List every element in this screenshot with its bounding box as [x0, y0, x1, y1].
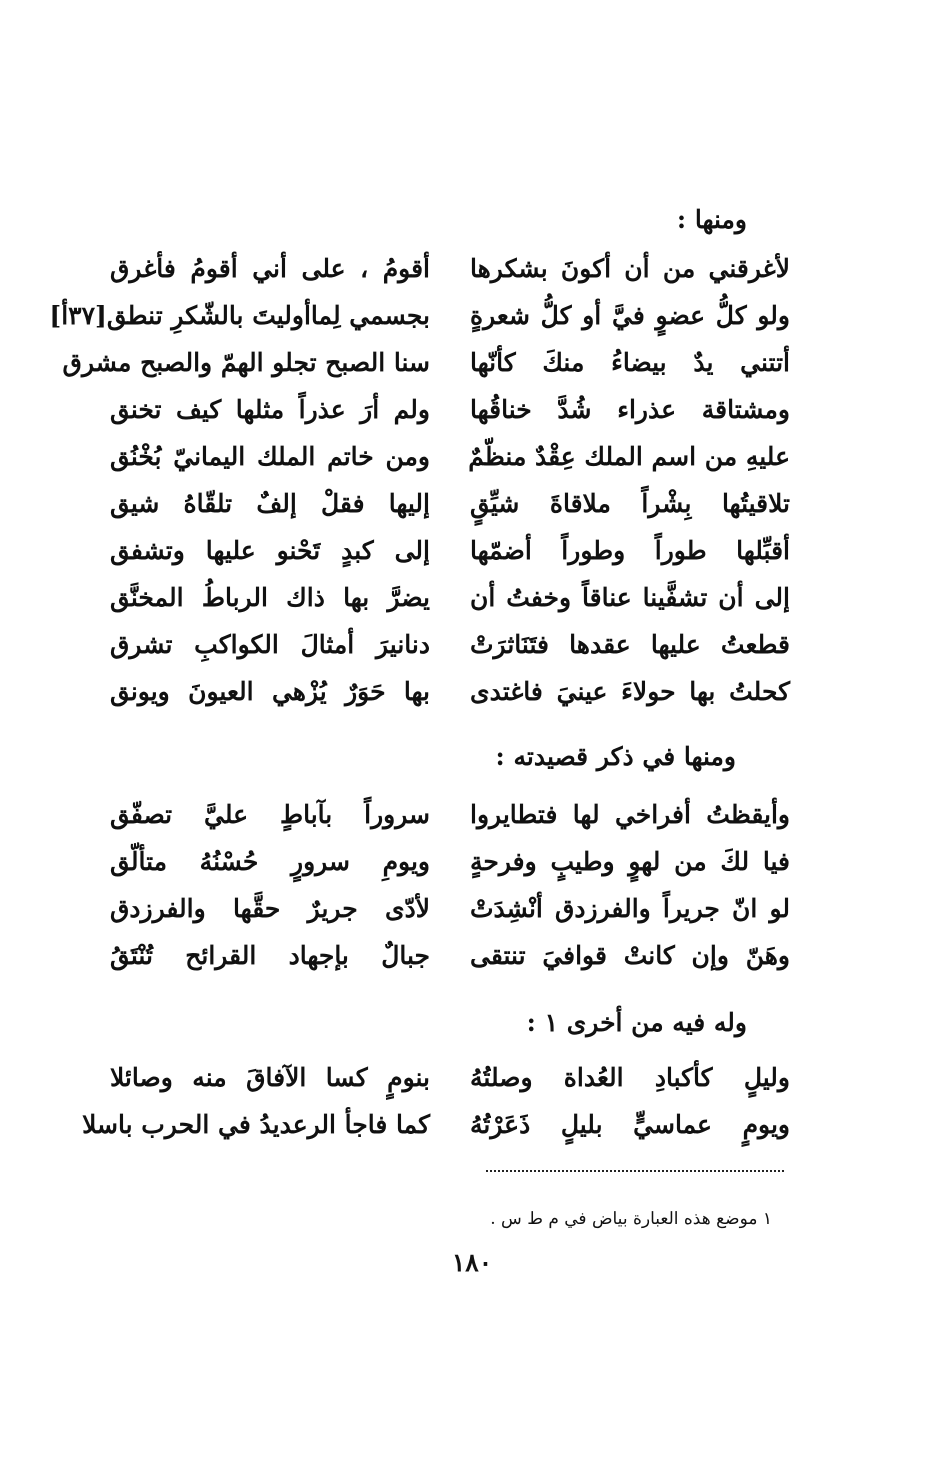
verse-line [110, 1056, 790, 1103]
second-hemistich: ومن خاتم الملك اليمانيّ بُخْنُق [110, 442, 430, 471]
second-hemistich: لأدّى جريرٌ حقَّها والفرزدق [110, 894, 430, 923]
first-hemistich: فيا لكَ من لهوٍ وطيبٍ وفرحةٍ [470, 847, 790, 876]
first-hemistich: أقبِّلها طوراً وطوراً أضمّها [470, 536, 790, 565]
second-hemistich: كما فاجأ الرعديدُ في الحرب باسلا [82, 1110, 430, 1139]
verse-line [110, 623, 790, 670]
second-hemistich: إلى كبدٍ تَحْنو عليها وتشفق [110, 536, 430, 565]
first-hemistich: ومشتاقة عذراء شُدَّ خناقُها [470, 395, 790, 424]
verse-line [49, 294, 790, 341]
verse-line [110, 435, 790, 482]
verse-line [110, 840, 790, 887]
first-hemistich: أتتني يدٌ بيضاءُ منكَ كأنّها [470, 348, 790, 377]
second-hemistich: بنومٍ كسا الآفاقَ منه وصائلا [110, 1063, 430, 1092]
second-hemistich: سروراً بآباطٍ عليَّ تصفّق [110, 800, 430, 829]
first-hemistich: وهَنّ وإن كانتْ قوافيَ تنتقى [470, 941, 790, 970]
first-hemistich: تلاقيتُها بِشْراً ملاقاةَ شيِّقٍ [470, 489, 790, 518]
second-hemistich: ويومِ سرورٍ حُسْنُهُ متألّق [110, 847, 430, 876]
first-hemistich: لو انّ جريراً والفرزدق أنْشِدَتْ [470, 894, 790, 923]
first-hemistich: وليلٍ كأكبادِ العُداة وصلتُهُ [470, 1063, 790, 1092]
poem-block [49, 247, 790, 717]
poem-block [110, 793, 790, 981]
second-hemistich: بها حَوَرٌ يُزْهي العيونَ ويونق [110, 677, 430, 706]
first-hemistich: لأغرقني من أن أكونَ بشكرها [470, 254, 790, 283]
first-hemistich: عليهِ من اسم الملك عِقْدٌ منظّمٌ [468, 442, 790, 471]
section-heading: ومنها في ذكر قصيدته : [495, 742, 736, 771]
second-hemistich: إليها فقلْ إلفٌ تلقّاهُ شيق [110, 489, 430, 518]
verse-line [110, 887, 790, 934]
second-hemistich: ولم أرَ عذراً مثلها كيف تخنق [110, 395, 430, 424]
verse-line [110, 482, 790, 529]
first-hemistich: وأيقظتُ أفراخي لها فتطايروا [470, 800, 790, 829]
poem-block [82, 1056, 790, 1150]
section-heading: ومنها : [676, 205, 747, 234]
first-hemistich: ويومٍ عماسيٍّ بليلٍ ذَعَرْتُهُ [470, 1110, 790, 1139]
first-hemistich: قطعتُ عليها عقدها فتَنَاثرَتْ [470, 630, 790, 659]
verse-line [110, 388, 790, 435]
verse-line [110, 934, 790, 981]
footnote-divider [486, 1170, 784, 1172]
second-hemistich: يضرَّ بها ذاك الرباطُ المخنَّق [110, 583, 430, 612]
verse-line [82, 1103, 790, 1150]
second-hemistich: بجسمي لِماأوليتَ بالشّكرِ تنطق[٣٧أ] [49, 301, 430, 330]
second-hemistich: أقومُ ، على أني أقومُ فأغرق [110, 254, 430, 283]
first-hemistich: ولو كلُّ عضوٍ فيَّ أو كلُّ شعرةٍ [470, 301, 790, 330]
first-hemistich: إلى أن تشفَّينا عناقاً وخفتُ أن [470, 583, 790, 612]
second-hemistich: سنا الصبح تجلو الهمّ والصبح مشرق [62, 348, 430, 377]
second-hemistich: دنانيرَ أمثالَ الكواكبِ تشرق [110, 630, 430, 659]
page-number: ١٨٠ [451, 1248, 493, 1277]
footnote: ١ موضع هذه العبارة بياض في م ط س . [490, 1209, 772, 1229]
verse-line [110, 247, 790, 294]
verse-line [62, 341, 790, 388]
second-hemistich: جبالٌ بإجهاد القرائح تُنْتَقُ [110, 941, 430, 970]
verse-line [110, 793, 790, 840]
verse-line [110, 529, 790, 576]
verse-line [110, 670, 790, 717]
section-heading: وله فيه من أخرى ١ : [526, 1008, 747, 1037]
verse-line [110, 576, 790, 623]
first-hemistich: كحلتُ بها حولاءَ عينيَ فاغتدى [470, 677, 790, 706]
